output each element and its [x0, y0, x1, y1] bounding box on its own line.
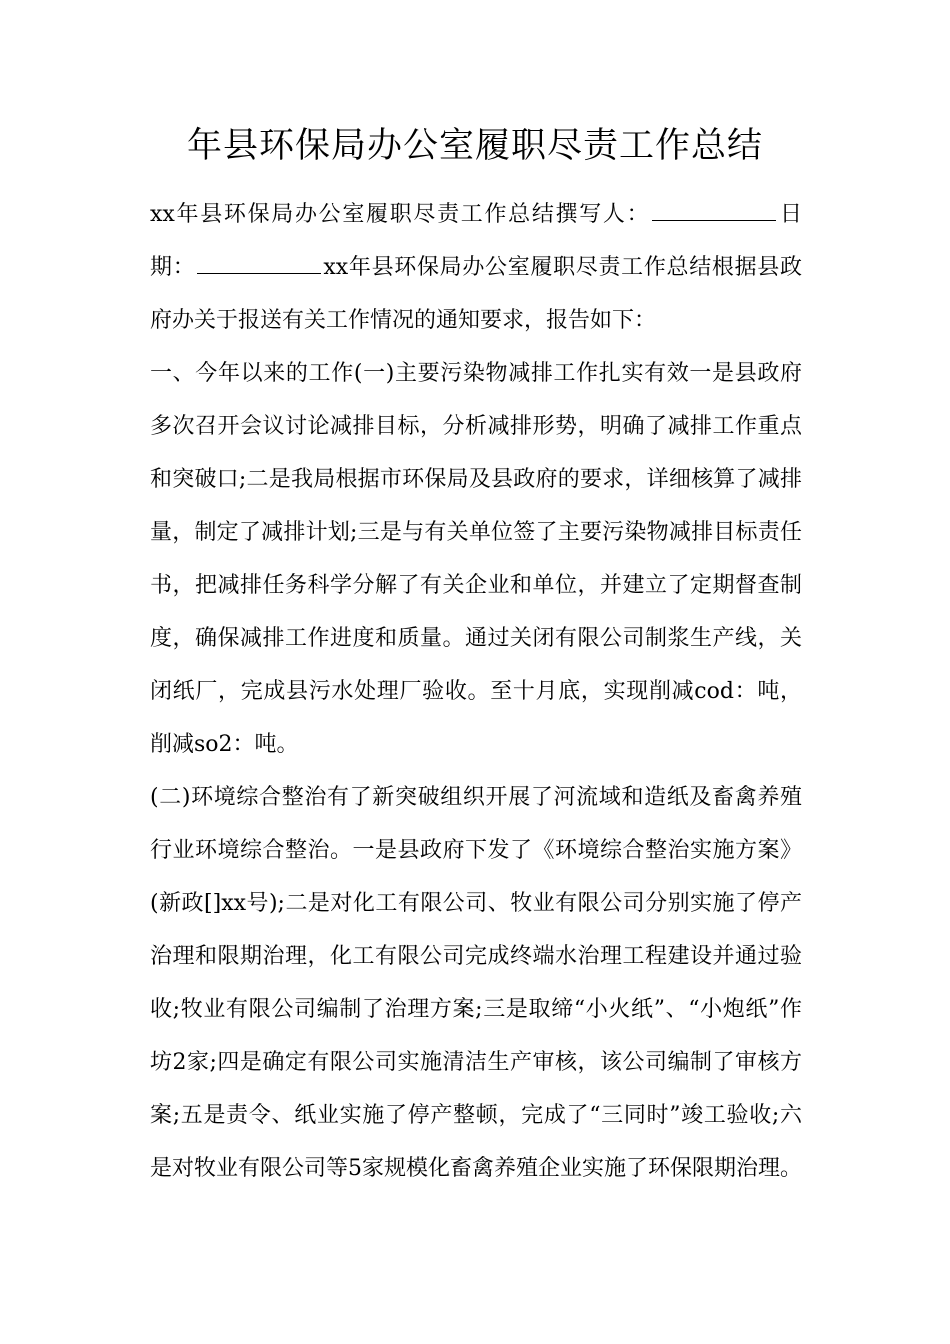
paragraph-2: (二)环境综合整治有了新突破组织开展了河流域和造纸及畜禽养殖行业环境综合整治。一是县政府下发了《环境综合整治实施方案》(新政[]xx号);二是对化工有限公司、牧业有限公司分别实施了停产治理和限期治理，化工有限公司完成终端水治理工程建设并通过验收;牧业有限公司编制了治理方案;三是取缔“小火纸”、“小炮纸”作坊2家;四是确定有限公司实施清洁生产审核，该公司编制了审核方案;五是责令、纸业实施了停产整顿，完成了“三同时”竣工验收;六是对牧业有限公司等5家规模化畜禽养殖企业实施了环保限期治理。 [150, 785, 802, 1181]
document-title: 年县环保局办公室履职尽责工作总结 [186, 126, 763, 166]
date-label: 日期： [150, 202, 802, 280]
date-blank [197, 253, 321, 274]
header-rest: xx年县环保局办公室履职尽责工作总结根据县政府办关于报送有关工作情况的通知要求，报告如下： [150, 255, 802, 333]
paragraph-1: 一、今年以来的工作(一)主要污染物减排工作扎实有效一是县政府多次召开会议讨论减排目标，分析减排形势，明确了减排工作重点和突破口;二是我局根据市环保局及县政府的要求，详细核算了减排量，制定了减排计划;三是与有关单位签了主要污染物减排目标责任书，把减排任务科学分解了有关企业和单位，并建立了定期督查制度，确保减排工作进度和质量。通过关闭有限公司制浆生产线，关闭纸厂，完成县污水处理厂验收。至十月底，实现削减cod：吨，削减so2：吨。 [150, 361, 802, 757]
document-body [150, 188, 802, 1195]
header-lead: xx年县环保局办公室履职尽责工作总结撰写人： [150, 202, 651, 227]
header-paragraph [150, 188, 802, 347]
author-blank [652, 200, 776, 221]
